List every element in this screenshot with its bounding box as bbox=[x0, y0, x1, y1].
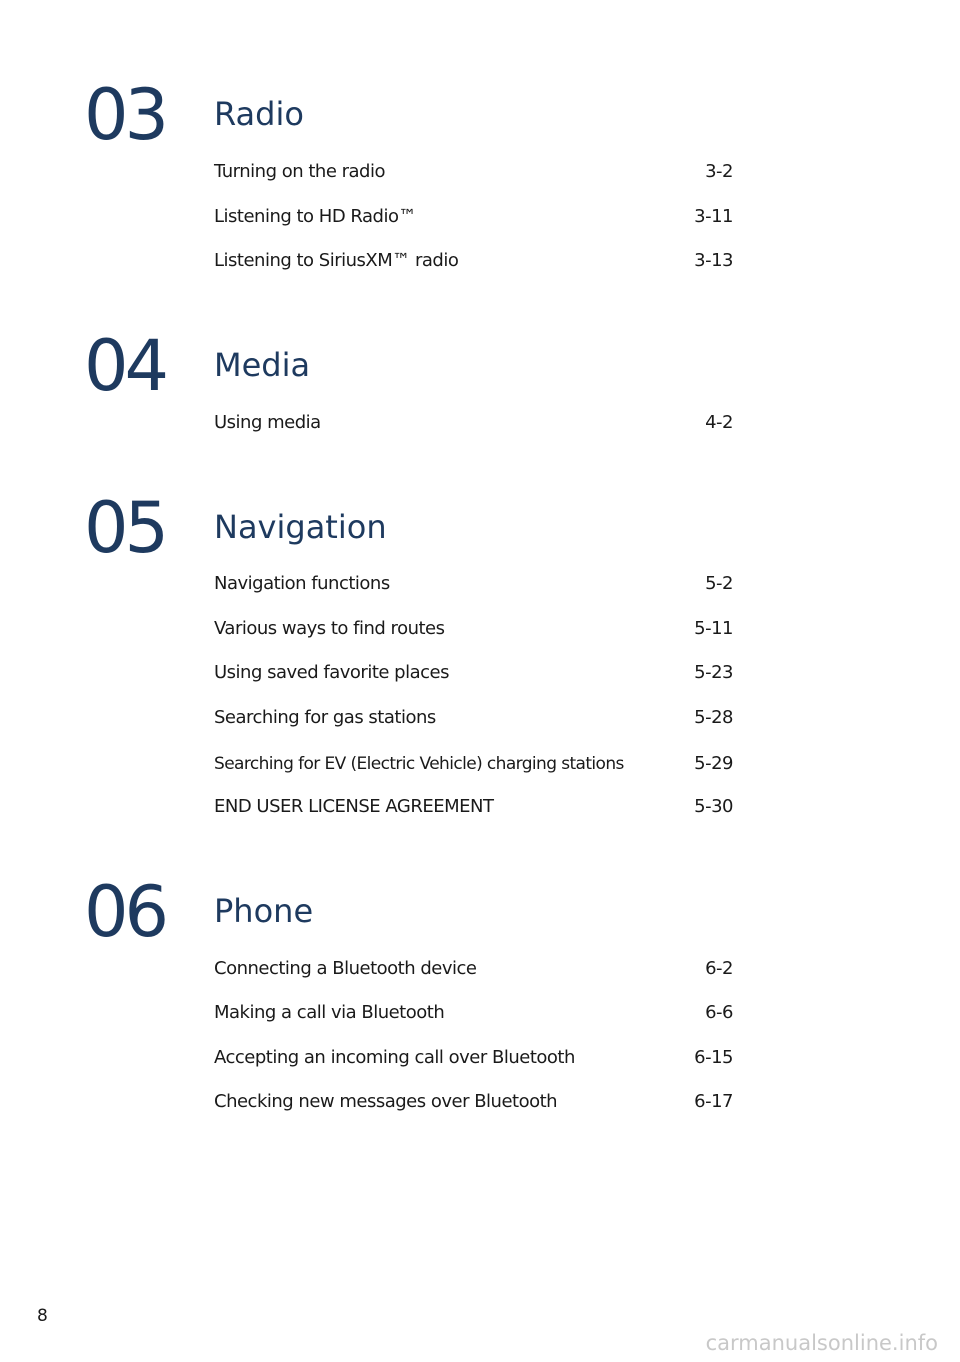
toc-entry[interactable] bbox=[214, 1046, 733, 1070]
toc-entry[interactable] bbox=[214, 411, 733, 435]
toc-entry-label: Using saved favorite places bbox=[214, 662, 449, 683]
chapter-number: 05 bbox=[84, 487, 166, 569]
chapter-title: Navigation bbox=[214, 508, 387, 546]
toc-entry[interactable] bbox=[214, 957, 733, 981]
toc-entry-label: Navigation functions bbox=[214, 573, 390, 594]
toc-entry[interactable] bbox=[214, 795, 733, 819]
toc-entry-page: 5-2 bbox=[705, 573, 733, 594]
toc-entry-label: Turning on the radio bbox=[214, 161, 385, 182]
toc-entry[interactable] bbox=[214, 617, 733, 641]
toc-entry[interactable] bbox=[214, 205, 733, 229]
toc-entry-page: 3-11 bbox=[694, 206, 733, 227]
toc-entry-label: Various ways to find routes bbox=[214, 618, 445, 639]
toc-entry-page: 4-2 bbox=[705, 412, 733, 433]
page-number: 8 bbox=[37, 1306, 48, 1326]
toc-entry-page: 5-11 bbox=[694, 618, 733, 639]
toc-entry[interactable] bbox=[214, 661, 733, 685]
watermark-text: carmanualsonline.info bbox=[705, 1331, 938, 1355]
toc-entry-label: Accepting an incoming call over Bluetooth bbox=[214, 1047, 575, 1068]
chapter-number: 03 bbox=[84, 74, 166, 156]
toc-entry-label: Searching for gas stations bbox=[214, 707, 436, 728]
toc-entry-page: 5-30 bbox=[694, 796, 733, 817]
toc-entry-label: Searching for EV (Electric Vehicle) charging stations bbox=[214, 754, 624, 774]
toc-entry-label: Connecting a Bluetooth device bbox=[214, 958, 477, 979]
toc-entry-page: 5-23 bbox=[694, 662, 733, 683]
toc-entry[interactable] bbox=[214, 572, 733, 596]
toc-entry[interactable] bbox=[214, 752, 733, 776]
toc-entry-label: Listening to HD Radio™ bbox=[214, 206, 416, 227]
toc-entry-label: END USER LICENSE AGREEMENT bbox=[214, 796, 494, 817]
toc-entry[interactable] bbox=[214, 706, 733, 730]
chapter-number: 04 bbox=[84, 325, 166, 407]
toc-entry[interactable] bbox=[214, 1090, 733, 1114]
toc-entry-label: Listening to SiriusXM™ radio bbox=[214, 250, 459, 271]
toc-entry-page: 3-13 bbox=[694, 250, 733, 271]
toc-entry[interactable] bbox=[214, 249, 733, 273]
toc-entry-page: 6-17 bbox=[694, 1091, 733, 1112]
toc-entry-label: Checking new messages over Bluetooth bbox=[214, 1091, 558, 1112]
toc-entry-page: 6-2 bbox=[705, 958, 733, 979]
toc-entry-page: 5-29 bbox=[694, 753, 733, 774]
chapter-title: Phone bbox=[214, 892, 314, 930]
toc-entry-page: 5-28 bbox=[694, 707, 733, 728]
chapter-title: Radio bbox=[214, 95, 304, 133]
toc-entry-page: 6-6 bbox=[705, 1002, 733, 1023]
toc-entry-page: 3-2 bbox=[705, 161, 733, 182]
toc-entry-label: Making a call via Bluetooth bbox=[214, 1002, 445, 1023]
chapter-number: 06 bbox=[84, 871, 166, 953]
toc-entry[interactable] bbox=[214, 160, 733, 184]
chapter-title: Media bbox=[214, 346, 311, 384]
toc-entry-label: Using media bbox=[214, 412, 321, 433]
toc-entry[interactable] bbox=[214, 1001, 733, 1025]
toc-entry-page: 6-15 bbox=[694, 1047, 733, 1068]
